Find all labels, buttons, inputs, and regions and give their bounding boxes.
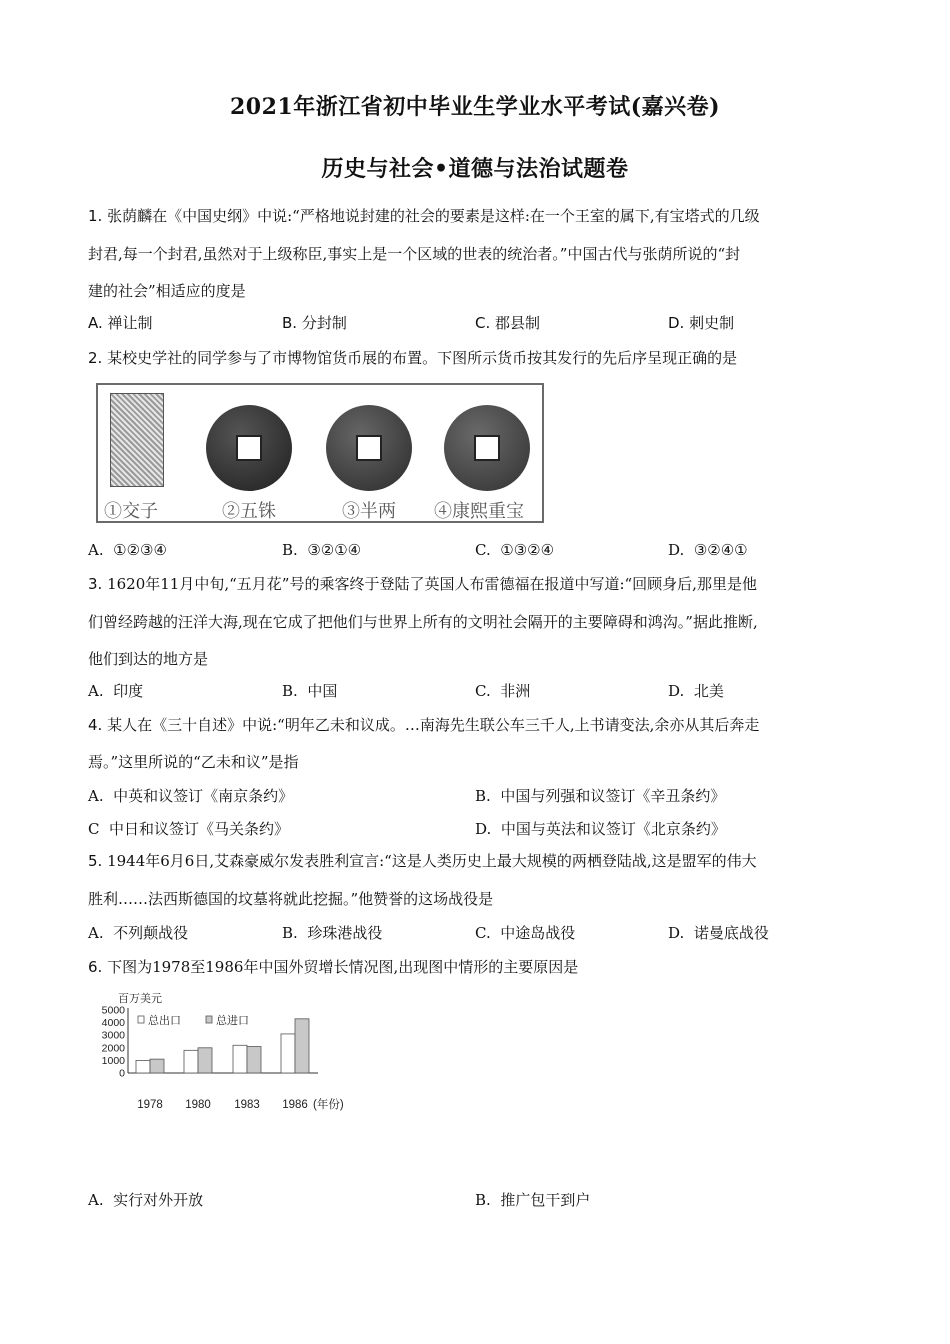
q2-line1: 2. 某校史学社的同学参与了市博物馆货币展的布置。下图所示货币按其发行的先后序呈现正确的是 bbox=[88, 349, 738, 367]
q1-option-c[interactable]: C. 郡县制 bbox=[475, 314, 541, 332]
q6-line1: 6. 下图为1978至1986年中国外贸增长情况图,出现图中情形的主要原因是 bbox=[88, 958, 579, 976]
q5-line2: 胜利……法西斯德国的坟墓将就此挖掘。”他赞誉的这场战役是 bbox=[88, 890, 494, 908]
q1-line2: 封君,每一个封君,虽然对于上级称臣,事实上是一个区域的世表的统治者。”中国古代与张荫所说的“封 bbox=[88, 245, 741, 263]
exam-subtitle: 历史与社会•道德与法治试题卷 bbox=[321, 156, 629, 182]
q3-option-a[interactable]: A. 印度 bbox=[88, 682, 144, 700]
q4-option-a[interactable]: A. 中英和议签订《南京条约》 bbox=[88, 787, 294, 805]
y-tick-label: 3000 bbox=[101, 1029, 125, 1042]
q4-line2: 焉。”这里所说的“乙未和议”是指 bbox=[88, 753, 299, 771]
bar-1983-1 bbox=[233, 1045, 247, 1073]
q2-option-a[interactable]: A. ①②③④ bbox=[88, 541, 167, 559]
legend-label-2: 总进口 bbox=[216, 1015, 249, 1027]
bar-1980-1 bbox=[184, 1050, 198, 1073]
foreign-trade-chart bbox=[101, 990, 368, 1122]
q4-option-c[interactable]: C 中日和议签订《马关条约》 bbox=[88, 820, 290, 838]
q5-option-c[interactable]: C. 中途岛战役 bbox=[475, 924, 576, 942]
q4-option-b[interactable]: B. 中国与列强和议签订《辛丑条约》 bbox=[475, 787, 726, 805]
q1-line1: 1. 张荫麟在《中国史纲》中说:“严格地说封建的社会的要素是这样:在一个王室的属下,有宝塔式的几级 bbox=[88, 207, 760, 225]
chart-ylabel: 百万美元 bbox=[118, 993, 162, 1005]
q4-line1: 4. 某人在《三十自述》中说:“明年乙未和议成。…南海先生联公车三千人,上书请变法,余亦从其后奔走 bbox=[88, 716, 760, 734]
x-tick-label: 1983 bbox=[234, 1099, 260, 1111]
wuzhu-coin-image bbox=[206, 405, 292, 491]
y-tick-label: 0 bbox=[119, 1067, 125, 1080]
q1-line3: 建的社会”相适应的度是 bbox=[88, 282, 246, 300]
legend-label-1: 总出口 bbox=[148, 1015, 181, 1027]
y-tick-label: 1000 bbox=[101, 1054, 125, 1067]
banliang-coin-image bbox=[326, 405, 412, 491]
figure-label-jiaozi: ①交子 bbox=[104, 501, 158, 522]
exam-title: 2021年浙江省初中毕业生学业水平考试(嘉兴卷) bbox=[229, 94, 721, 120]
y-tick-label: 4000 bbox=[101, 1017, 125, 1030]
y-tick-label: 5000 bbox=[101, 1004, 125, 1017]
bar-1978-1 bbox=[136, 1060, 150, 1073]
q3-line2: 们曾经跨越的汪洋大海,现在它成了把他们与世界上所有的文明社会隔开的主要障碍和鸿沟。”据此推断, bbox=[88, 613, 758, 631]
q6-option-a[interactable]: A. 实行对外开放 bbox=[88, 1191, 204, 1209]
bar-1978-2 bbox=[150, 1059, 164, 1073]
x-tick-label: 1986 bbox=[282, 1099, 308, 1111]
chart-xlabel: (年份) bbox=[313, 1099, 344, 1111]
x-tick-label: 1978 bbox=[137, 1099, 163, 1111]
q2-option-c[interactable]: C. ①③②④ bbox=[475, 541, 555, 559]
x-tick-label: 1980 bbox=[185, 1099, 211, 1111]
q4-option-d[interactable]: D. 中国与英法和议签订《北京条约》 bbox=[475, 820, 726, 838]
q3-line1: 3. 1620年11月中旬,“五月花”号的乘客终于登陆了英国人布雷德福在报道中写道:“回顾身后,那里是他 bbox=[88, 575, 757, 593]
legend-swatch-2 bbox=[206, 1016, 212, 1023]
q5-option-a[interactable]: A. 不列颠战役 bbox=[88, 924, 189, 942]
jiaozi-banknote-image bbox=[110, 393, 164, 487]
q5-option-d[interactable]: D. 诺曼底战役 bbox=[668, 924, 769, 942]
figure-label-kangxi: ④康熙重宝 bbox=[434, 501, 524, 522]
q3-option-d[interactable]: D. 北美 bbox=[668, 682, 724, 700]
kangxi-coin-image bbox=[444, 405, 530, 491]
q3-option-b[interactable]: B. 中国 bbox=[282, 682, 338, 700]
bar-1986-2 bbox=[295, 1019, 309, 1073]
figure-label-wuzhu: ②五铢 bbox=[222, 501, 276, 522]
q2-option-b[interactable]: B. ③②①④ bbox=[282, 541, 362, 559]
q3-line3: 他们到达的地方是 bbox=[88, 650, 209, 668]
legend-swatch-1 bbox=[138, 1016, 144, 1023]
bar-1980-2 bbox=[198, 1048, 212, 1073]
q1-option-a[interactable]: A. 禅让制 bbox=[88, 314, 153, 332]
currency-figure bbox=[96, 383, 544, 523]
q5-option-b[interactable]: B. 珍珠港战役 bbox=[282, 924, 383, 942]
figure-label-banliang: ③半两 bbox=[342, 501, 396, 522]
q5-line1: 5. 1944年6月6日,艾森豪威尔发表胜利宣言:“这是人类历史上最大规模的两栖登陆战,这是盟军的伟大 bbox=[88, 852, 757, 870]
bar-1983-2 bbox=[247, 1047, 261, 1073]
y-tick-label: 2000 bbox=[101, 1042, 125, 1055]
bar-1986-1 bbox=[281, 1034, 295, 1073]
q6-option-b[interactable]: B. 推广包干到户 bbox=[475, 1191, 591, 1209]
q1-option-b[interactable]: B. 分封制 bbox=[282, 314, 347, 332]
q3-option-c[interactable]: C. 非洲 bbox=[475, 682, 531, 700]
q2-option-d[interactable]: D. ③②④① bbox=[668, 541, 748, 559]
q1-option-d[interactable]: D. 刺史制 bbox=[668, 314, 735, 332]
